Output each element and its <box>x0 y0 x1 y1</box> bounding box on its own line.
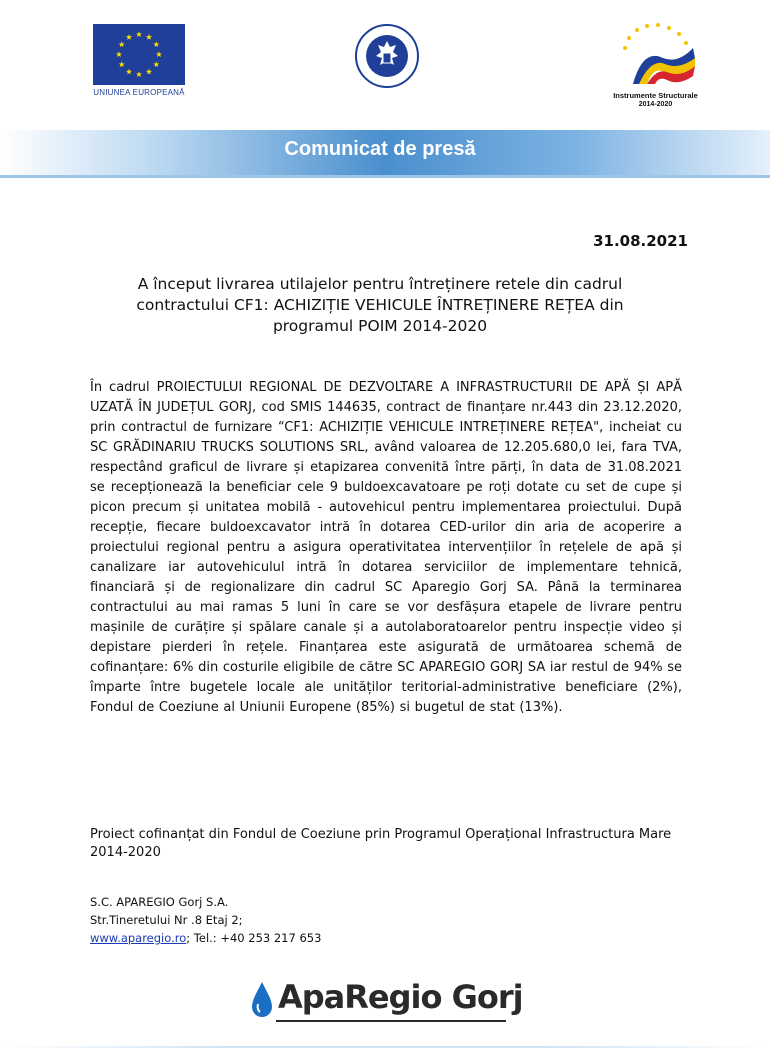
government-seal-icon <box>354 23 420 89</box>
eu-star-icon <box>116 51 122 57</box>
eu-star-icon <box>119 61 125 67</box>
headline <box>90 274 670 337</box>
cofinancing-note: Proiect cofinanțat din Fondul de Coeziune prin Programul Operațional Infrastructura Mare 2014-2020 <box>90 827 672 860</box>
press-release-title: Comunicat de presă <box>284 138 476 160</box>
company-name: S.C. APAREGIO Gorj S.A. <box>90 895 229 909</box>
phone-number: ; Tel.: +40 253 217 653 <box>186 931 322 945</box>
instrumente-structurale-logo <box>603 18 708 118</box>
release-date: 31.08.2021 <box>593 232 688 250</box>
eu-star-icon <box>136 31 142 37</box>
headline-line-1: A început livrarea utilajelor pentru întreținere retele din cadrul <box>137 275 623 293</box>
company-address: Str.Tineretului Nr .8 Etaj 2; <box>90 913 243 927</box>
eu-star-icon <box>136 71 142 77</box>
eu-star-icon <box>146 69 152 75</box>
bottom-divider <box>0 1046 770 1048</box>
eu-star-icon <box>146 34 152 40</box>
logo-underline <box>276 1020 506 1022</box>
aparegio-logo-text: ApaRegio Gorj <box>278 978 523 1016</box>
headline-line-2: contractului CF1: ACHIZIȚIE VEHICULE ÎNTREȚINERE REȚEA din <box>136 296 624 314</box>
eu-flag-icon <box>93 24 185 85</box>
body-paragraph-3: Finanțarea este asigurată de următoarea schemă de cofinanțare: 6% din costurile eligibile de către SC APAREGIO GORJ SA iar restul de 94% se împarte între bugetele locale ale unităților teritorial-administrative beneficiare (2%), Fondul de Coeziune al Uniunii Europene (85%) si bugetul de stat (13%). <box>90 640 682 715</box>
aparegio-logo <box>248 978 523 1026</box>
water-drop-icon <box>248 980 276 1020</box>
contact-block <box>90 893 490 947</box>
press-release-body <box>90 378 682 718</box>
structural-instruments-icon <box>603 18 708 90</box>
instrumente-structurale-caption: Instrumente Structurale <box>613 91 698 100</box>
website-link[interactable]: www.aparegio.ro <box>90 931 187 945</box>
eu-caption: UNIUNEA EUROPEANĂ <box>93 88 185 97</box>
instrumente-structurale-years: 2014-2020 <box>638 101 673 108</box>
eu-star-icon <box>153 61 159 67</box>
eu-star-icon <box>126 34 132 40</box>
body-paragraph-1: În cadrul PROIECTULUI REGIONAL DE DEZVOLTARE A INFRASTRUCTURII DE APĂ ȘI APĂ UZATĂ ÎN JUDEȚUL GORJ, cod SMIS 144635, contract de finanțare nr.443 din 23.12.2020, prin contractul de furnizare “CF1: ACHIZIȚIE VEHICULE INTREȚINERE REȚEA", incheiat cu SC GRĂDINARIU TRUCKS SOLUTIONS SRL, având valoarea de 12.205.680,0 lei, fara TVA, respectând graficul de livrare și etapizarea convenită între părți, în data de 31.08.2021 se recepționează la beneficiar cele 9 buldoexcavatoare pe roți dotate cu set de cupe și picon precum și unitatea mobilă - autovehicul pentru implementarea proiectului. <box>90 380 682 515</box>
headline-line-3: programul POIM 2014-2020 <box>272 317 488 335</box>
body-paragraph-2: După recepție, fiecare buldoexcavator intră în dotarea CED-urilor din aria de acoperire a proiectului regional pentru a asigura operativitatea intervențiilor în rețelele de apă și canalizare iar autovehiculul intră în dotarea serviciilor de implementare tehnică, financiară și de regionalizare din cadrul SC Aparegio Gorj SA. Până la terminarea contractului au mai ramas 5 luni în care se vor desfășura etapele de livrare pentru mașinile de curățire și spălare canale și a autolaboratoarelor pentru inspecție video și depistare pierderi în rețele. <box>90 500 682 655</box>
eu-star-icon <box>126 69 132 75</box>
eu-logo <box>93 24 185 101</box>
contact-line <box>90 929 490 947</box>
eu-star-icon <box>156 51 162 57</box>
eu-star-icon <box>153 41 159 47</box>
eu-star-icon <box>119 41 125 47</box>
